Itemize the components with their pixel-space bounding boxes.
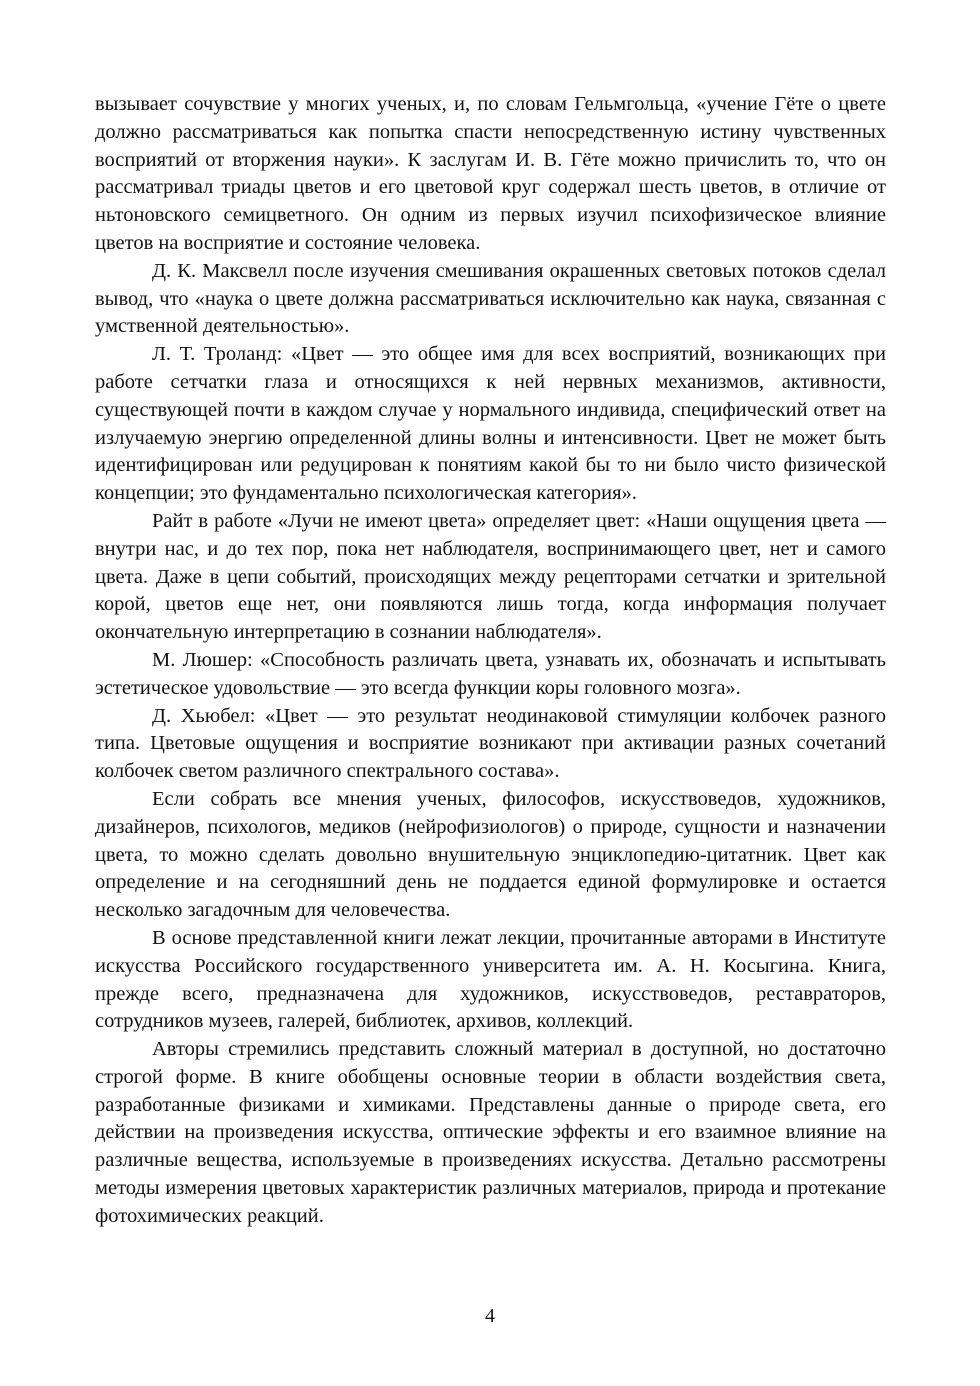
- paragraph-wright: Райт в работе «Лучи не имеют цвета» определяет цвет: «Наши ощущения цвета — внутри нас, и до тех пор, пока нет наблюдателя, воспринимающего цвет, нет и самого цвета. Даже в цепи событий, происходящих между рецепторами сетчатки и зрительной корой, цветов еще нет, они появляются лишь тогда, когда информация получает окончательную интерпретацию в сознании наблюдателя».: [95, 509, 886, 644]
- page-number: 4: [485, 1305, 495, 1327]
- paragraph-troland: Л. Т. Троланд: «Цвет — это общее имя для всех восприятий, возникающих при работе сетчатки глаза и относящихся к ней нервных механизмов, активности, существующей почти в каждом случае у нормального индивида, специфический ответ на излучаемую энергию определенной длины волны и интенсивности. Цвет не может быть идентифицирован или редуцирован к понятиям какой бы то ни было чисто физической концепции; это фундаментально психологическая категория».: [95, 343, 886, 505]
- page-body: [95, 91, 886, 1231]
- paragraph-opinions: Если собрать все мнения ученых, философов, искусствоведов, художников, дизайнеров, психологов, медиков (нейрофизиологов) о природе, сущности и назначении цвета, то можно сделать довольно внушительную энциклопедию-цитатник. Цвет как определение и на сегодняшний день не поддается единой формулировке и остается несколько загадочным для человечества.: [95, 787, 886, 922]
- paragraph-luscher: М. Люшер: «Способность различать цвета, узнавать их, обозначать и испытывать эстетическое удовольствие — это всегда функции коры головного мозга».: [95, 648, 886, 699]
- paragraph-authors: Авторы стремились представить сложный материал в доступной, но достаточно строгой форме. В книге обобщены основные теории в области воздействия света, разработанные физиками и химиками. Представлены данные о природе света, его действии на произведения искусства, оптические эффекты и его взаимное влияние на различные вещества, используемые в произведениях искусства. Детально рассмотрены методы измерения цветовых характеристик различных материалов, природа и протекание фотохимических реакций.: [95, 1038, 886, 1227]
- paragraph-maxwell: Д. К. Максвелл после изучения смешивания окрашенных световых потоков сделал вывод, что «наука о цвете должна рассматриваться исключительно как наука, связанная с умственной деятельностью».: [95, 259, 886, 338]
- paragraph-book-basis: В основе представленной книги лежат лекции, прочитанные авторами в Институте искусства Российского государственного университета им. А. Н. Косыгина. Книга, прежде всего, предназначена для художников, искусствоведов, реставраторов, сотрудников музеев, галерей, библиотек, архивов, коллекций.: [95, 926, 886, 1033]
- paragraph-continuation: вызывает сочувствие у многих ученых, и, по словам Гельмгольца, «учение Гёте о цвете должно рассматриваться как попытка спасти непосредственную истину чувственных восприятий от вторжения науки». К заслугам И. В. Гёте можно причислить то, что он рассматривал триады цветов и его цветовой круг содержал шесть цветов, в отличие от ньтоновского семицветного. Он одним из первых изучил психофизическое влияние цветов на восприятие и состояние человека.: [95, 93, 886, 254]
- paragraph-hubel: Д. Хьюбел: «Цвет — это результат неодинаковой стимуляции колбочек разного типа. Цветовые ощущения и восприятие возникают при активации разных сочетаний колбочек светом различного спектрального состава».: [95, 704, 886, 783]
